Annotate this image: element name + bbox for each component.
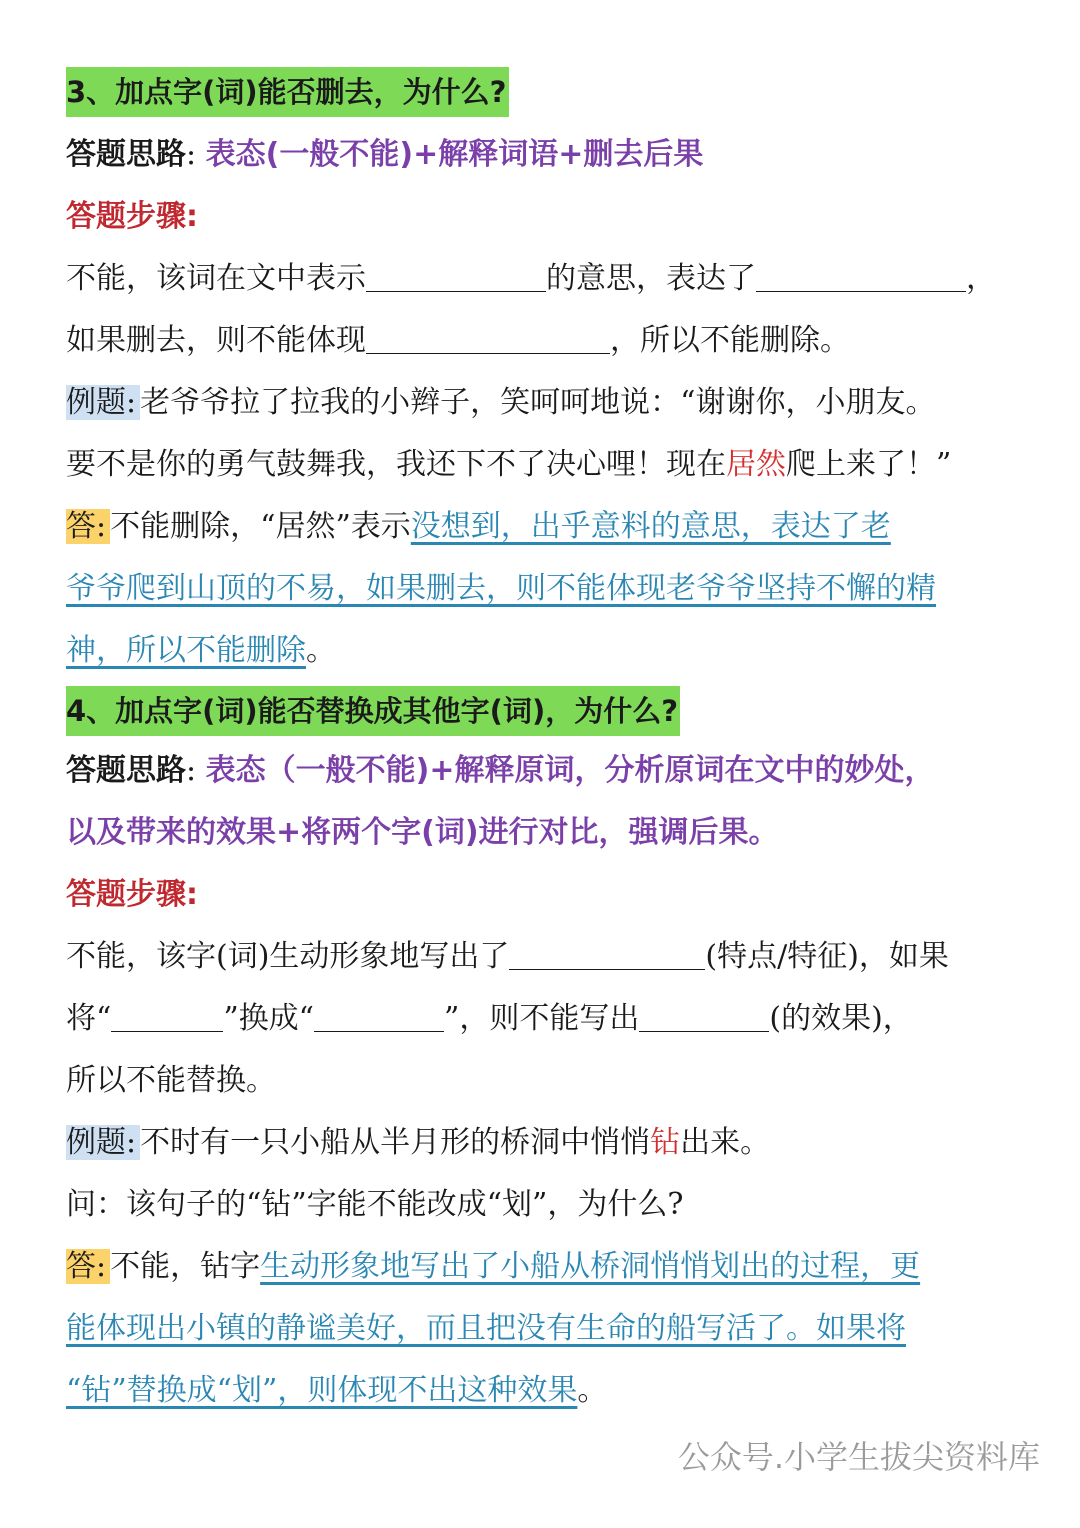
section4-answer-line3 [66,1360,1026,1422]
section3-template-text: 的意思，表达了 [546,261,756,296]
section4-answer-line2 [66,1298,1026,1360]
section4-answer-highlight: “钻”替换成“划”，则体现不出这种效果 [66,1373,578,1408]
fill-blank [639,999,769,1032]
section4-steps-row [66,864,1026,926]
section3-example-text: 要不是你的勇气鼓舞我，我还下不了决心哩！现在 [66,447,726,482]
section4-approach-text: 表态（一般不能)+解释原词，分析原词在文中的妙处， [205,753,935,788]
section3-approach-row [66,124,1026,186]
section4-example-keyword: 钻 [650,1125,681,1160]
section3-example-label: 例题: [66,385,140,420]
section4-answer-label: 答: [66,1249,110,1284]
watermark: 公众号.小学生拔尖资料库 [677,1438,1040,1476]
section4-template-line3 [66,1050,1026,1112]
section3-approach-colon: : [186,137,197,172]
section4-template-text: 将“ [66,1001,112,1036]
fill-blank [756,259,966,292]
fill-blank [111,999,223,1032]
section4-answer-line1 [66,1236,1026,1298]
section3-answer-line3 [66,620,1026,682]
section4-template-line1 [66,926,1026,988]
section3-answer-line2 [66,558,1026,620]
section3-template-text: 不能，该词在文中表示 [66,261,366,296]
section4-approach-label: 答题思路 [66,753,186,788]
section4-template-text: ”换成“ [223,1001,315,1036]
section3-answer-highlight: 神，所以不能删除 [66,633,306,668]
section4-title-row [66,682,1026,740]
section4-template-text: 不能，该字(词)生动形象地写出了 [66,939,510,974]
section3-example-keyword: 居然 [726,447,786,482]
section3-template-text: 如果删去，则不能体现 [66,323,366,358]
section4-template-text: (特点/特征)，如果 [705,939,949,974]
section4-template-text: ”，则不能写出 [444,1001,640,1036]
section4-answer-highlight: 能体现出小镇的静谧美好，而且把没有生命的船写活了。如果将 [66,1311,906,1346]
section3-template-line2 [66,310,1026,372]
section4-template-text: 所以不能替换。 [66,1063,276,1098]
section3-answer-highlight: 爷爷爬到山顶的不易，如果删去，则不能体现老爷爷坚持不懈的精 [66,571,936,606]
section3-template-text: ， [966,261,996,296]
section4-example-text: 出来。 [680,1125,771,1160]
section4-answer-text: 不能，钻字 [110,1249,261,1284]
section4-question-text: 问：该句子的“钻”字能不能改成“划”，为什么? [66,1187,684,1222]
section4-approach-colon: : [186,753,197,788]
section3-template-line1 [66,248,1026,310]
section3-example-text: 爬上来了！” [786,447,952,482]
section3-answer-text: 。 [306,633,336,668]
section3-answer-highlight: 没想到，出乎意料的意思，表达了老 [410,509,891,544]
fill-blank [366,259,546,292]
section3-steps-label: 答题步骤: [66,199,198,234]
section4-steps-label: 答题步骤: [66,877,198,912]
section3-template-text: ，所以不能删除。 [610,323,850,358]
section4-example-line1 [66,1112,1026,1174]
section3-title: 3、加点字(词)能否删去，为什么? [66,67,509,117]
section4-template-text: (的效果)， [769,1001,913,1036]
section4-example-text: 不时有一只小船从半月形的桥洞中悄悄 [140,1125,651,1160]
section4-title: 4、加点字(词)能否替换成其他字(词)，为什么? [66,686,680,736]
section3-answer-text: 不能删除，“居然”表示 [110,509,411,544]
section4-template-line2 [66,988,1026,1050]
document-page [66,62,1026,1422]
section4-approach-row2 [66,802,1026,864]
section3-example-line1 [66,372,1026,434]
section4-answer-text: 。 [577,1373,608,1408]
section3-example-text: 老爷爷拉了拉我的小辫子，笑呵呵地说：“谢谢你，小朋友。 [140,385,936,420]
section4-question-line [66,1174,1026,1236]
section3-answer-line1 [66,496,1026,558]
section4-approach-text: 以及带来的效果+将两个字(词)进行对比，强调后果。 [66,815,779,850]
section4-approach-row1 [66,740,1026,802]
fill-blank [314,999,444,1032]
fill-blank [509,937,705,970]
section3-approach-text: 表态(一般不能)+解释词语+删去后果 [205,137,704,172]
section3-answer-label: 答: [66,509,110,544]
section4-answer-highlight: 生动形象地写出了小船从桥洞悄悄划出的过程，更 [260,1249,921,1284]
section3-steps-row [66,186,1026,248]
fill-blank [366,321,610,354]
section3-approach-label: 答题思路 [66,137,186,172]
section3-example-line2 [66,434,1026,496]
section4-example-label: 例题: [66,1125,140,1160]
section3-title-row [66,62,1026,124]
